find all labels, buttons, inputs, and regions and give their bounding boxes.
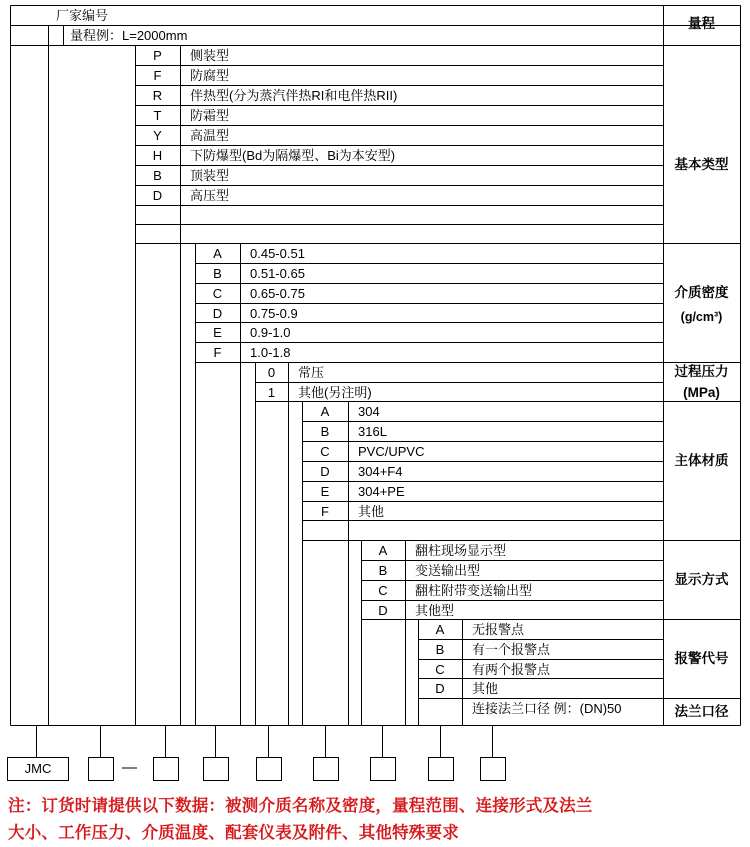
- model-box-8[interactable]: [480, 757, 506, 781]
- code-cell: A: [320, 404, 330, 419]
- row-label-flange-diameter: 法兰口径: [674, 704, 729, 719]
- model-box-5[interactable]: [313, 757, 339, 781]
- code-cell: 1: [267, 385, 276, 400]
- row-label-alarm-code: 报警代号: [674, 651, 729, 666]
- desc-cell: 0.65-0.75: [250, 286, 305, 301]
- code-cell: D: [152, 188, 163, 203]
- range-example-label: 量程例：L=2000mm: [70, 28, 188, 43]
- desc-cell: 翻柱现场显示型: [415, 543, 507, 558]
- code-cell: C: [378, 583, 388, 598]
- factory-code-label: 厂家编号: [56, 8, 109, 23]
- model-box-7[interactable]: [428, 757, 454, 781]
- desc-cell: 有一个报警点: [472, 642, 551, 657]
- code-cell: B: [378, 563, 388, 578]
- code-cell: D: [435, 681, 445, 696]
- code-cell: F: [153, 68, 162, 83]
- code-cell: C: [320, 444, 330, 459]
- desc-cell: 常压: [298, 365, 325, 380]
- desc-cell: 侧装型: [190, 48, 230, 63]
- desc-cell: 1.0-1.8: [250, 345, 291, 360]
- code-cell: A: [213, 246, 222, 261]
- desc-cell: 304: [358, 404, 380, 419]
- code-cell: B: [153, 168, 162, 183]
- model-box-6[interactable]: [370, 757, 396, 781]
- row-label-body-material: 主体材质: [674, 453, 729, 468]
- desc-cell: 0.9-1.0: [250, 325, 291, 340]
- desc-cell: 伴热型(分为蒸汽伴热RI和电伴热RII): [190, 88, 398, 103]
- desc-cell: 下防爆型(Bd为隔爆型、Bi为本安型): [190, 148, 396, 163]
- model-dash: —: [122, 759, 137, 776]
- code-cell: 0: [267, 365, 276, 380]
- desc-cell: 变送输出型: [415, 563, 481, 578]
- desc-cell: 304+PE: [358, 484, 405, 499]
- row-label-basic-type: 基本类型: [674, 157, 729, 172]
- code-cell: A: [435, 622, 445, 637]
- desc-cell: 0.45-0.51: [250, 246, 305, 261]
- model-box-4[interactable]: [256, 757, 282, 781]
- row-label-process-pressure-unit: (MPa): [683, 385, 720, 400]
- desc-cell: 其他型: [415, 603, 455, 618]
- desc-cell: 防腐型: [190, 68, 230, 83]
- code-cell: B: [435, 642, 445, 657]
- model-box-2[interactable]: [153, 757, 179, 781]
- code-cell: T: [153, 108, 162, 123]
- code-cell: C: [435, 662, 445, 677]
- order-note-line1: 注：订货时请提供以下数据：被测介质名称及密度，量程范围、连接形式及法兰: [8, 797, 593, 815]
- code-cell: D: [378, 603, 388, 618]
- desc-cell: 翻柱附带变送输出型: [415, 583, 533, 598]
- desc-cell: 顶装型: [190, 168, 230, 183]
- desc-cell: 316L: [358, 424, 387, 439]
- code-cell: F: [213, 345, 222, 360]
- row-label-medium-density: 介质密度: [674, 285, 729, 300]
- code-cell: R: [152, 88, 163, 103]
- model-prefix-box[interactable]: JMC: [7, 757, 69, 781]
- row-label-display-mode: 显示方式: [674, 572, 729, 587]
- desc-cell: 高压型: [190, 188, 230, 203]
- desc-cell: 连接法兰口径 例：(DN)50: [472, 701, 622, 716]
- code-cell: Y: [153, 128, 162, 143]
- desc-cell: 0.51-0.65: [250, 266, 305, 281]
- row-label-medium-density-unit: (g/cm³): [680, 310, 723, 324]
- desc-cell: 其他: [358, 504, 385, 519]
- model-box-3[interactable]: [203, 757, 229, 781]
- row-label-process-pressure: 过程压力: [674, 364, 729, 379]
- desc-cell: 其他: [472, 681, 499, 696]
- desc-cell: 无报警点: [472, 622, 525, 637]
- desc-cell: 防霜型: [190, 108, 230, 123]
- code-cell: F: [321, 504, 329, 519]
- code-cell: B: [213, 266, 222, 281]
- desc-cell: 有两个报警点: [472, 662, 551, 677]
- code-cell: A: [378, 543, 388, 558]
- desc-cell: 304+F4: [358, 464, 403, 479]
- desc-cell: 0.75-0.9: [250, 306, 298, 321]
- order-note-line2: 大小、工作压力、介质温度、配套仪表及附件、其他特殊要求: [8, 824, 459, 842]
- row-label-range: 量程: [688, 16, 715, 31]
- code-cell: H: [152, 148, 163, 163]
- code-cell: E: [320, 484, 330, 499]
- code-cell: B: [320, 424, 330, 439]
- code-cell: D: [320, 464, 330, 479]
- code-cell: E: [213, 325, 222, 340]
- desc-cell: 其他(另注明): [298, 385, 372, 400]
- code-cell: D: [212, 306, 223, 321]
- code-cell: P: [153, 48, 162, 63]
- desc-cell: 高温型: [190, 128, 230, 143]
- code-cell: C: [212, 286, 223, 301]
- model-box-1[interactable]: [88, 757, 114, 781]
- desc-cell: PVC/UPVC: [358, 444, 425, 459]
